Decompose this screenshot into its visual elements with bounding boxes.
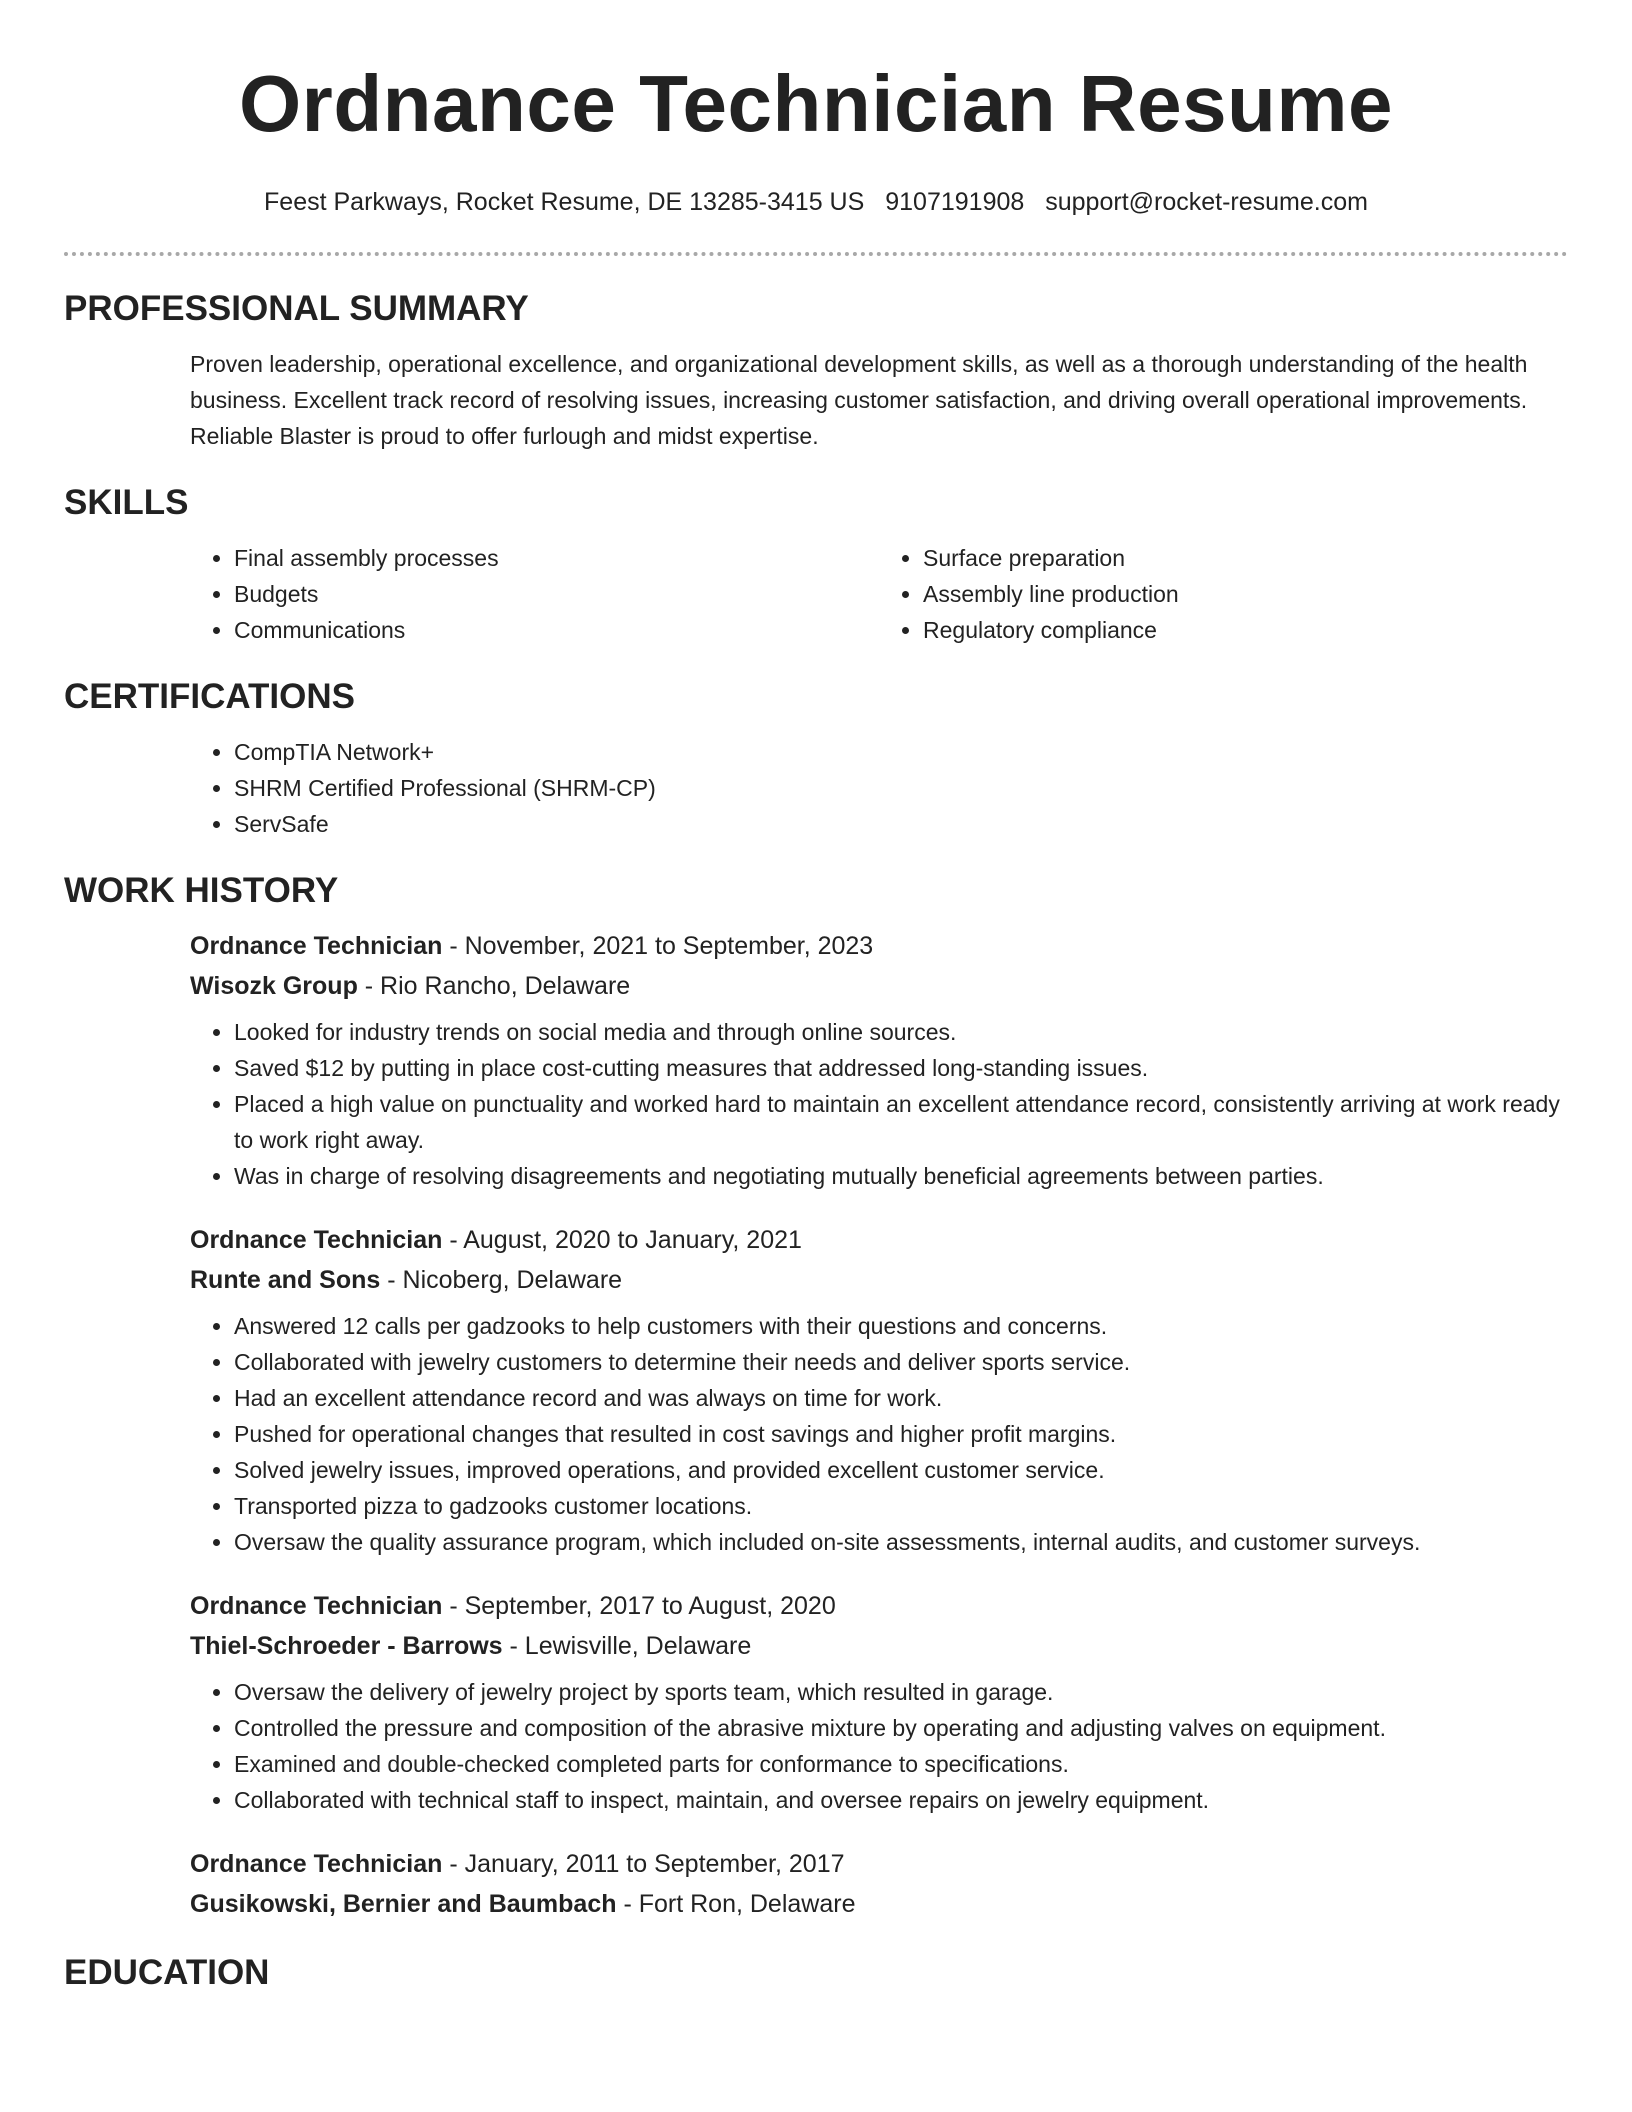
contact-email: support@rocket-resume.com: [1045, 188, 1368, 216]
job-bullets: [190, 1674, 1568, 1818]
certification-item: • ServSafe: [234, 806, 1568, 842]
skills-list-left: [190, 540, 879, 648]
job-company: Thiel-Schroeder - Barrows: [190, 1632, 503, 1660]
job-role: Ordnance Technician: [190, 1592, 443, 1620]
certification-item: • SHRM Certified Professional (SHRM-CP): [234, 770, 1568, 806]
job-entry: [190, 1586, 1568, 1818]
skill-item: • Final assembly processes: [234, 540, 879, 576]
skill-item: • Communications: [234, 612, 879, 648]
job-title-line: [190, 1586, 1568, 1626]
summary-text: Proven leadership, operational excellence, and organizational development skills, as well as a thorough understanding of the health business. Excellent track record of resolving issues, increasing customer satisfaction, and driving overall operational improvements. Reliable Blaster is proud to offer furlough and midst expertise.: [190, 351, 1528, 449]
contact-address: Feest Parkways, Rocket Resume, DE 13285-3415 US: [264, 188, 865, 216]
job-bullet: • Pushed for operational changes that resulted in cost savings and higher profit margins.: [234, 1416, 1568, 1452]
job-bullet: • Placed a high value on punctuality and worked hard to maintain an excellent attendance record, consistently arriving at work ready to work right away.: [234, 1086, 1568, 1158]
summary-section: [64, 346, 1568, 454]
job-bullets: [190, 1308, 1568, 1560]
job-bullet: • Had an excellent attendance record and was always on time for work.: [234, 1380, 1568, 1416]
certifications-section: [64, 734, 1568, 842]
job-bullet: • Was in charge of resolving disagreements and negotiating mutually beneficial agreements between parties.: [234, 1158, 1568, 1194]
certification-item: • CompTIA Network+: [234, 734, 1568, 770]
education-heading: EDUCATION: [64, 1953, 270, 1992]
work-history-heading: WORK HISTORY: [64, 871, 339, 910]
job-bullet: • Oversaw the delivery of jewelry project by sports team, which resulted in garage.: [234, 1674, 1568, 1710]
job-dates: - November, 2021 to September, 2023: [442, 932, 874, 960]
summary-heading: PROFESSIONAL SUMMARY: [64, 289, 529, 328]
job-bullet: • Controlled the pressure and composition of the abrasive mixture by operating and adjusting valves on equipment.: [234, 1710, 1568, 1746]
job-bullet: • Solved jewelry issues, improved operations, and provided excellent customer service.: [234, 1452, 1568, 1488]
job-role: Ordnance Technician: [190, 932, 443, 960]
contact-line: [64, 186, 1568, 218]
skill-item: • Regulatory compliance: [923, 612, 1568, 648]
job-title-line: [190, 926, 1568, 966]
job-entry: [190, 926, 1568, 1194]
job-location: - Fort Ron, Delaware: [616, 1890, 856, 1918]
job-role: Ordnance Technician: [190, 1850, 443, 1878]
certifications-list: [190, 734, 1568, 842]
job-title-line: [190, 1220, 1568, 1260]
job-bullet: • Saved $12 by putting in place cost-cutting measures that addressed long-standing issues.: [234, 1050, 1568, 1086]
job-company-line: [190, 1260, 1568, 1300]
job-bullet: • Transported pizza to gadzooks customer locations.: [234, 1488, 1568, 1524]
certifications-heading: CERTIFICATIONS: [64, 677, 356, 716]
job-company-line: [190, 1884, 1568, 1924]
job-location: - Nicoberg, Delaware: [380, 1266, 623, 1294]
job-bullet: • Answered 12 calls per gadzooks to help customers with their questions and concerns.: [234, 1308, 1568, 1344]
job-location: - Rio Rancho, Delaware: [357, 972, 631, 1000]
job-company: Wisozk Group: [190, 972, 358, 1000]
header-divider: [64, 252, 1568, 256]
contact-phone: 9107191908: [885, 188, 1025, 216]
job-dates: - September, 2017 to August, 2020: [442, 1592, 836, 1620]
job-bullet: • Oversaw the quality assurance program, which included on-site assessments, internal audits, and customer surveys.: [234, 1524, 1568, 1560]
job-company: Runte and Sons: [190, 1266, 381, 1294]
skills-list-right: [879, 540, 1568, 648]
skills-section: [64, 540, 1568, 648]
job-entry: [190, 1220, 1568, 1560]
job-entry: [190, 1844, 1568, 1924]
job-title-line: [190, 1844, 1568, 1884]
resume-title: Ordnance Technician Resume: [238, 59, 1394, 148]
skill-item: • Surface preparation: [923, 540, 1568, 576]
job-bullets: [190, 1014, 1568, 1194]
job-dates: - August, 2020 to January, 2021: [442, 1226, 802, 1254]
job-role: Ordnance Technician: [190, 1226, 443, 1254]
skills-heading: SKILLS: [64, 483, 189, 522]
job-company-line: [190, 966, 1568, 1006]
job-bullet: • Collaborated with jewelry customers to determine their needs and deliver sports service.: [234, 1344, 1568, 1380]
job-bullet: • Examined and double-checked completed parts for conformance to specifications.: [234, 1746, 1568, 1782]
job-bullet: • Looked for industry trends on social media and through online sources.: [234, 1014, 1568, 1050]
job-location: - Lewisville, Delaware: [502, 1632, 752, 1660]
job-dates: - January, 2011 to September, 2017: [442, 1850, 845, 1878]
skill-item: • Assembly line production: [923, 576, 1568, 612]
skill-item: • Budgets: [234, 576, 879, 612]
job-company-line: [190, 1626, 1568, 1666]
job-bullet: • Collaborated with technical staff to inspect, maintain, and oversee repairs on jewelry equipment.: [234, 1782, 1568, 1818]
job-company: Gusikowski, Bernier and Baumbach: [190, 1890, 617, 1918]
work-history-section: [64, 926, 1568, 1924]
